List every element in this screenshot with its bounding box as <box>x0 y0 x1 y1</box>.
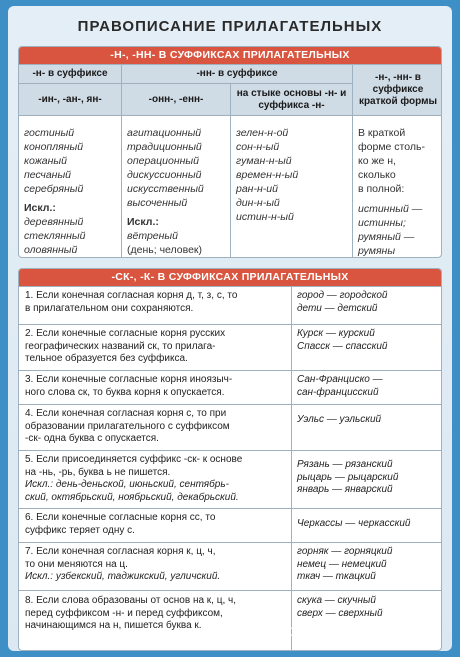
word: вётреный <box>127 230 178 242</box>
rule-examples <box>297 328 437 353</box>
note-line: форме столь- <box>358 141 425 153</box>
rule-text <box>25 595 287 633</box>
word: времен-н-ый <box>236 169 299 181</box>
example-line: Черкассы — черкасский <box>297 518 411 529</box>
column-onn-enn-words <box>122 123 230 256</box>
exception-note: (день; человек) <box>127 244 203 256</box>
page-title: ПРАВОПИСАНИЕ ПРИЛАГАТЕЛЬНЫХ <box>77 18 383 35</box>
word: искусственный <box>127 183 204 195</box>
word: гостиный <box>24 127 75 139</box>
rule-line: ного слова ск, то буква корня к опускается. <box>25 386 225 398</box>
word: истин-н-ый <box>236 211 294 223</box>
rule-examples <box>297 595 437 620</box>
rule-row <box>19 450 441 508</box>
rule-examples <box>297 414 437 427</box>
example-line: сверх — сверхный <box>297 607 383 619</box>
section-sk-k <box>18 268 442 651</box>
word: песчаный <box>24 169 72 181</box>
section-heading-sk-k: -СК-, -К- В СУФФИКСАХ ПРИЛАГАТЕЛЬНЫХ <box>19 269 441 286</box>
rule-line: перед суффиксом -н- и перед суффиксом, <box>25 607 223 619</box>
rule-examples <box>297 374 437 399</box>
rule-row <box>19 508 441 542</box>
example-line: дети — детский <box>297 302 378 314</box>
rule-line: 1. Если конечная согласная корня д, т, з, с, то <box>25 290 238 301</box>
rule-row <box>19 404 441 450</box>
exception-label: Искл.: <box>24 202 56 214</box>
example-line: ткач — ткацкий <box>297 571 376 582</box>
column-short-form <box>353 123 442 257</box>
poster <box>8 6 452 651</box>
header-short-form: -н-, -нн- в суффиксе краткой формы <box>352 64 442 116</box>
word: операционный <box>127 155 199 167</box>
rule-text <box>25 408 287 446</box>
rule-line: 3. Если конечные согласные корня иноязыч- <box>25 374 233 385</box>
rule-line: на -нь, -рь, буква ь не пишется. <box>25 466 171 478</box>
section-n-nn <box>18 46 442 258</box>
rule-line: географических названий ск, то прилага- <box>25 340 216 352</box>
example-line: Спасск — спасский <box>297 340 388 352</box>
rule-text <box>25 374 287 399</box>
subheader-junction: на стыке основы -н- и суффикса -н- <box>230 83 353 116</box>
rule-row <box>19 542 441 590</box>
rule-examples <box>297 518 437 531</box>
rule-line: в прилагательном они сохраняются. <box>25 302 194 314</box>
header-n: -н- в суффиксе <box>18 64 122 84</box>
word: серебряный <box>24 183 84 195</box>
word: традиционный <box>127 141 202 153</box>
rule-line: тельное образуется без суффикса. <box>25 353 188 364</box>
column-junction-words <box>231 123 352 243</box>
rule-text <box>25 290 287 315</box>
rule-examples <box>297 546 437 584</box>
word: гуман-н-ый <box>236 155 292 167</box>
word: ран-н-ий <box>236 183 278 195</box>
example-line: рыцарь — рыцарский <box>297 471 399 483</box>
example-line: Сан-Франциско — <box>297 374 383 385</box>
rule-text <box>25 328 287 366</box>
rule-line: -ск- одна буква с опускается. <box>25 433 159 444</box>
rule-line: 6. Если конечные согласные корня сс, то <box>25 512 216 523</box>
rule-line: 5. Если присоединяется суффикс -ск- к основе <box>25 454 243 465</box>
word: оловянный <box>24 244 78 256</box>
word: высоченный <box>127 197 188 209</box>
rule-text <box>25 454 287 504</box>
example-line: Курск — курский <box>297 328 375 339</box>
rule-line: 4. Если конечная согласная корня с, то при <box>25 408 227 419</box>
word: истинный — <box>358 203 423 215</box>
example-line: город — городской <box>297 290 388 301</box>
example-line: скука — скучный <box>297 595 376 606</box>
rule-text <box>25 546 287 584</box>
example-line: Рязань — рязанский <box>297 459 393 470</box>
word: конопляный <box>24 141 84 153</box>
subheader-onn-enn: -онн-, -енн- <box>121 83 231 116</box>
note-line: ко же н, <box>358 155 396 167</box>
word: деревянный <box>24 216 84 228</box>
rule-row <box>19 590 441 651</box>
note-line: сколько <box>358 169 396 181</box>
word: агитационный <box>127 127 202 139</box>
header-nn: -нн- в суффиксе <box>121 64 353 84</box>
example-line: январь — январский <box>297 484 393 495</box>
column-n-words <box>19 123 121 256</box>
rule-examples <box>297 459 437 497</box>
example-line: сан-францисский <box>297 386 379 398</box>
note-line: В краткой <box>358 127 406 139</box>
word: сон-н-ый <box>236 141 280 153</box>
word: румяный — <box>358 231 415 243</box>
rule-line: то они меняются на ц. <box>25 558 128 570</box>
rule-line: Искл.: узбекский, таджикский, угличский. <box>25 571 221 582</box>
rule-line: ский, октябрьский, ноябрьский, декабрьский. <box>25 491 239 503</box>
rule-line: Искл.: день-деньской, июньский, сентябрь- <box>25 479 229 490</box>
rule-line: 8. Если слова образованы от основ на к, ц, ч, <box>25 595 237 606</box>
word: дискуссионный <box>127 169 202 181</box>
word: кожаный <box>24 155 67 167</box>
rule-text <box>25 512 287 537</box>
rule-line: образовании прилагательного с суффиксом <box>25 420 230 432</box>
example-line: Уэльс — уэльский <box>297 414 382 425</box>
word: зелен-н-ой <box>236 127 289 139</box>
rule-row <box>19 370 441 404</box>
word: истинны; <box>358 217 406 229</box>
rule-line: начинающимся на н, пишется буква к. <box>25 620 202 631</box>
example-line: немец — немецкий <box>297 558 387 570</box>
note-line: в полной: <box>358 183 405 195</box>
rule-row <box>19 286 441 324</box>
word: дин-н-ый <box>236 197 280 209</box>
section-heading-n-nn: -Н-, -НН- В СУФФИКСАХ ПРИЛАГАТЕЛЬНЫХ <box>19 47 441 64</box>
rule-line: суффикс теряет одну с. <box>25 524 135 536</box>
exception-label: Искл.: <box>127 216 159 228</box>
rule-examples <box>297 290 437 315</box>
rule-line: 7. Если конечная согласная корня к, ц, ч, <box>25 546 216 557</box>
rule-row <box>19 324 441 370</box>
example-line: горняк — горняцкий <box>297 546 393 557</box>
subheader-in-an: -ин-, -ан-, ян- <box>18 83 122 116</box>
word: стеклянный <box>24 230 86 242</box>
rule-line: 2. Если конечные согласные корня русских <box>25 328 226 339</box>
word: румяны <box>358 245 396 257</box>
watermark: OZON.ru <box>270 625 320 639</box>
